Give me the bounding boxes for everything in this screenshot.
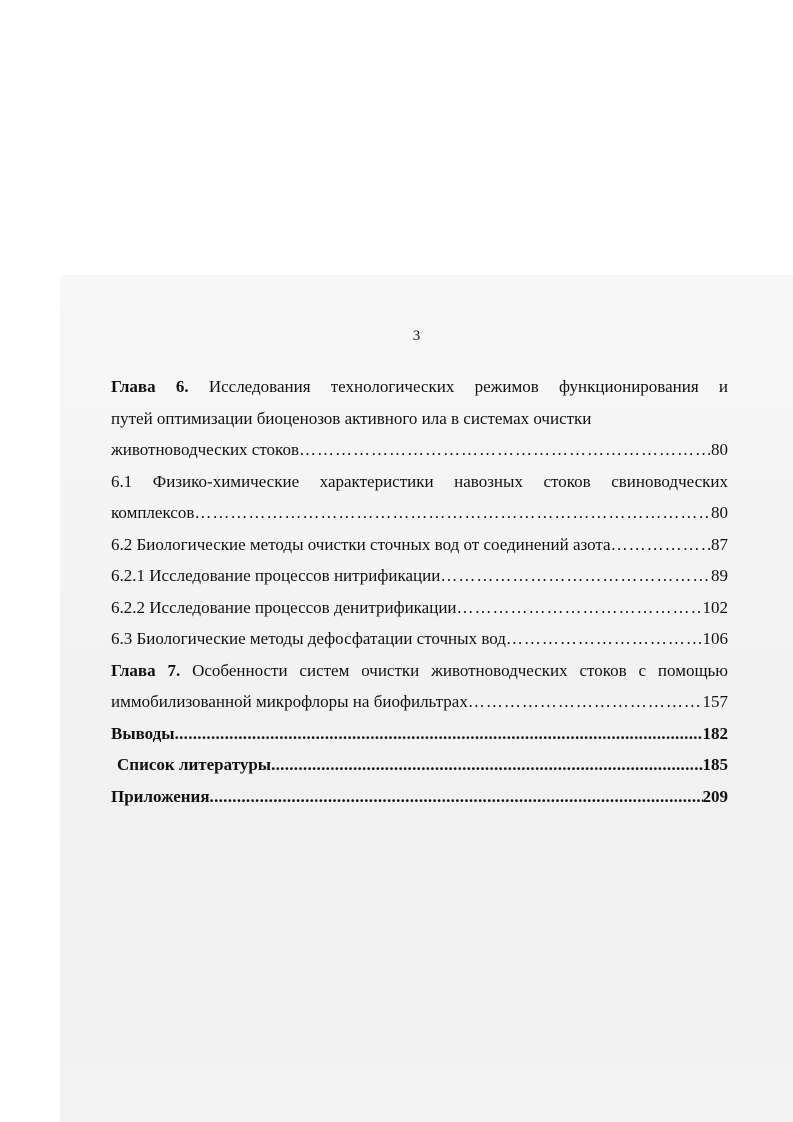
toc-section-6-2-1-title: 6.2.1 Исследование процессов нитрификации: [111, 566, 441, 585]
toc-leader-dots: [299, 434, 711, 466]
toc-chapter6-line2: путей оптимизации биоценозов активного ила в системах очистки: [111, 408, 592, 428]
toc-chapter6-line3: [111, 434, 728, 466]
toc-section-6-2-page: 87: [711, 534, 728, 554]
toc-section-6-2: [111, 529, 728, 561]
toc-section-6-1-line1: 6.1 Физико-химические характеристики навозных стоков свиноводческих: [111, 471, 728, 491]
toc-chapter6-label: Глава 6.: [111, 377, 189, 396]
toc-conclusions-title: Выводы: [111, 723, 175, 743]
toc-conclusions-page: 182: [702, 723, 728, 743]
toc-conclusions: [111, 718, 728, 750]
toc-section-6-2-1-page: 89: [711, 566, 728, 585]
toc-leader-dots: [210, 781, 703, 813]
toc-section-6-3: [111, 623, 728, 655]
toc-section-6-2-2-page: 102: [702, 597, 728, 617]
toc-section-6-1-page: 80: [711, 503, 728, 522]
toc-chapter7-title-part2: иммобилизованной микрофлоры на биофильтрах: [111, 692, 468, 711]
toc-chapter6-title-part1: Исследования технологических режимов функционирования и: [208, 377, 728, 396]
toc-references-title: Список литературы: [117, 755, 272, 774]
toc-leader-dots: [175, 718, 703, 750]
toc-references-page: 185: [702, 755, 728, 774]
toc-leader-dots: [468, 686, 703, 718]
toc-appendices-page: 209: [702, 786, 728, 806]
toc-chapter7-label: Глава 7.: [111, 660, 181, 680]
page-number: 3: [412, 328, 421, 344]
toc-chapter7-line2: [111, 686, 728, 718]
toc-section-6-2-2-title: 6.2.2 Исследование процессов денитрификации: [111, 597, 457, 617]
toc-leader-dots: [457, 592, 703, 624]
toc-chapter6-page: 80: [711, 440, 728, 459]
toc-chapter7-title-part1: Особенности систем очистки животноводческих стоков с помощью: [192, 660, 728, 680]
toc-leader-dots: [611, 529, 711, 561]
toc-chapter6-title-part3: животноводческих стоков: [111, 440, 299, 459]
table-of-contents: [111, 371, 728, 812]
toc-section-6-2-title: 6.2 Биологические методы очистки сточных вод от соединений азота: [111, 534, 611, 554]
toc-section-6-2-2: [111, 592, 728, 624]
toc-section-6-3-title: 6.3 Биологические методы дефосфатации сточных вод: [111, 629, 506, 648]
toc-section-6-3-page: 106: [702, 629, 728, 648]
toc-section-6-1-line2: [111, 497, 728, 529]
toc-references: [111, 749, 728, 781]
toc-chapter7-line1: [111, 655, 728, 687]
toc-leader-dots: [194, 497, 711, 529]
toc-leader-dots: [271, 749, 702, 781]
toc-chapter6-line1: [111, 371, 728, 403]
toc-leader-dots: [440, 560, 711, 592]
toc-appendices-title: Приложения: [111, 786, 210, 806]
toc-section-6-1-title-part2: комплексов: [111, 503, 195, 522]
toc-appendices: [111, 781, 728, 813]
toc-leader-dots: [506, 623, 703, 655]
toc-section-6-2-1: [111, 560, 728, 592]
toc-chapter7-page: 157: [702, 692, 728, 711]
